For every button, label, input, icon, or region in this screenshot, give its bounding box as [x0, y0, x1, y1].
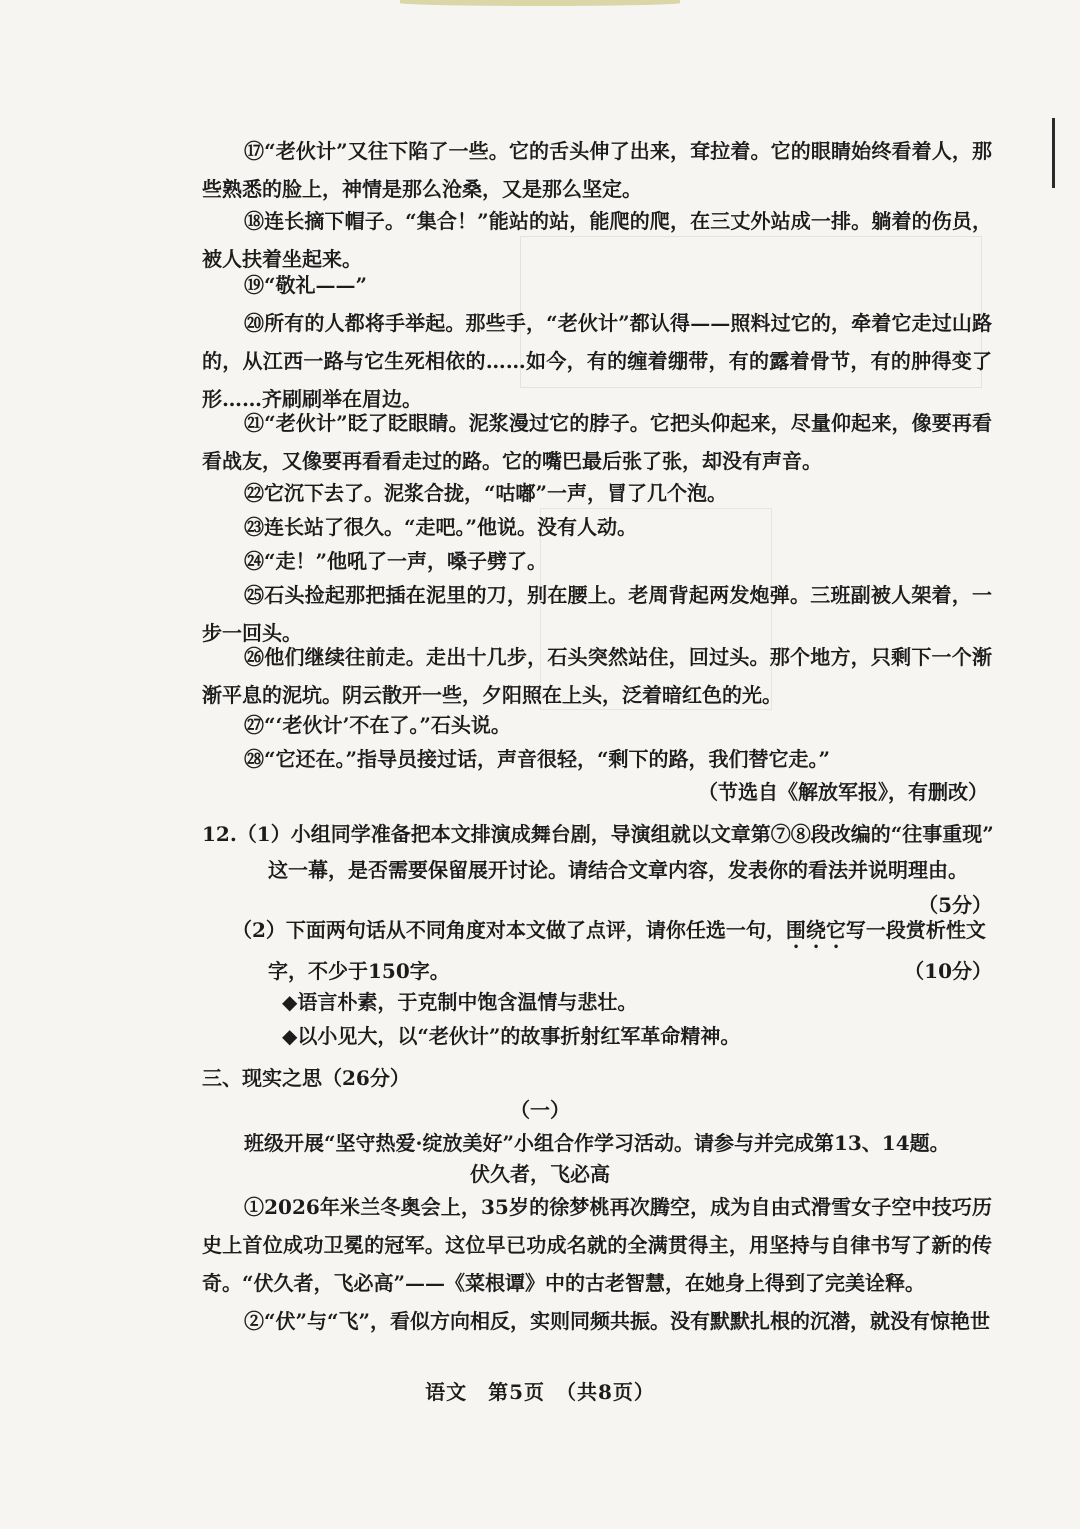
paragraph-25: ㉕石头捡起那把插在泥里的刀，别在腰上。老周背起两发炮弹。三班副被人架着，一步一回头。 — [202, 583, 992, 645]
source-citation: （节选自《解放军报》，有删改） — [698, 780, 988, 804]
bullet-option-1: ◆语言朴素，于克制中饱含温情与悲壮。 — [282, 990, 638, 1014]
bullet-option-2: ◆以小见大，以“老伙计”的故事折射红军革命精神。 — [282, 1024, 741, 1048]
prompt-text: （2）下面两句话从不同角度对本文做了点评，请你任选一句， — [232, 918, 786, 942]
paragraph-18: ⑱连长摘下帽子。“集合！”能站的站，能爬的爬，在三丈外站成一排。躺着的伤员，被人扶着坐起来。 — [202, 209, 992, 271]
question-12-part-2 — [232, 912, 992, 989]
emphasized-text: 围绕它 — [785, 918, 846, 942]
question-12-2-line-2 — [232, 953, 992, 989]
question-12-part-1 — [202, 816, 992, 922]
question-12-2-line-1 — [232, 912, 992, 953]
paragraph-27: ㉗“‘老伙计’不在了。”石头说。 — [244, 713, 511, 737]
paragraph-26: ㉖他们继续往前走。走出十几步，石头突然站住，回过头。那个地方，只剩下一个渐渐平息的泥坑。阴云散开一些，夕阳照在上头，泛着暗红色的光。 — [202, 645, 992, 707]
question-12-line-2: 这一幕，是否需要保留展开讨论。请结合文章内容，发表你的看法并说明理由。 — [268, 858, 968, 882]
paragraph-28: ㉘“它还在。”指导员接过话，声音很轻，“剩下的路，我们替它走。” — [244, 747, 831, 771]
page-footer: 语文 第5页 （共8页） — [425, 1380, 655, 1404]
activity-intro: 班级开展“坚守热爱·绽放美好”小组合作学习活动。请参与并完成第13、14题。 — [244, 1131, 950, 1155]
section-heading: 三、现实之思（26分） — [202, 1066, 410, 1090]
paragraph-21: ㉑“老伙计”眨了眨眼睛。泥浆漫过它的脖子。它把头仰起来，尽量仰起来，像要再看看战友，又像要再看看走过的路。它的嘴巴最后张了张，却没有声音。 — [202, 411, 992, 473]
article-paragraph-2: ②“伏”与“飞”，看似方向相反，实则同频共振。没有默默扎根的沉潜，就没有惊艳世 — [244, 1309, 991, 1333]
scan-smudge — [400, 0, 680, 6]
margin-rule — [1052, 118, 1055, 188]
paragraph-24: ㉔“走！”他吼了一声，嗓子劈了。 — [244, 549, 548, 573]
score-label: （10分） — [904, 959, 992, 983]
part-label: （一） — [510, 1098, 570, 1122]
score-label: （5分） — [918, 893, 992, 917]
prompt-text: 字，不少于150字。 — [268, 959, 450, 983]
paragraph-17: ⑰“老伙计”又往下陷了一些。它的舌头伸了出来，耷拉着。它的眼睛始终看着人，那些熟悉的脸上，神情是那么沧桑，又是那么坚定。 — [202, 139, 992, 201]
article-paragraph-1: ①2026年米兰冬奥会上，35岁的徐梦桃再次腾空，成为自由式滑雪女子空中技巧历史上首位成功卫冕的冠军。这位早已功成名就的全满贯得主，用坚持与自律书写了新的传奇。“伏久者，飞必高”——《菜根谭》中的古老智慧，在她身上得到了完美诠释。 — [202, 1195, 992, 1295]
prompt-text: 写一段赏析性文 — [845, 918, 986, 942]
paragraph-23: ㉓连长站了很久。“走吧。”他说。没有人动。 — [244, 515, 638, 539]
paragraph-19: ⑲“敬礼——” — [244, 273, 368, 297]
paragraph-22: ㉒它沉下去了。泥浆合拢，“咕嘟”一声，冒了几个泡。 — [244, 481, 728, 505]
article-title: 伏久者，飞必高 — [470, 1162, 610, 1186]
paragraph-20: ⑳所有的人都将手举起。那些手，“老伙计”都认得——照料过它的，牵着它走过山路的，从江西一路与它生死相依的……如今，有的缠着绷带，有的露着骨节，有的肿得变了形……齐刷刷举在眉边。 — [202, 311, 992, 411]
question-12-line-1: 12.（1）小组同学准备把本文排演成舞台剧，导演组就以文章第⑦⑧段改编的“往事重现” — [202, 822, 994, 846]
